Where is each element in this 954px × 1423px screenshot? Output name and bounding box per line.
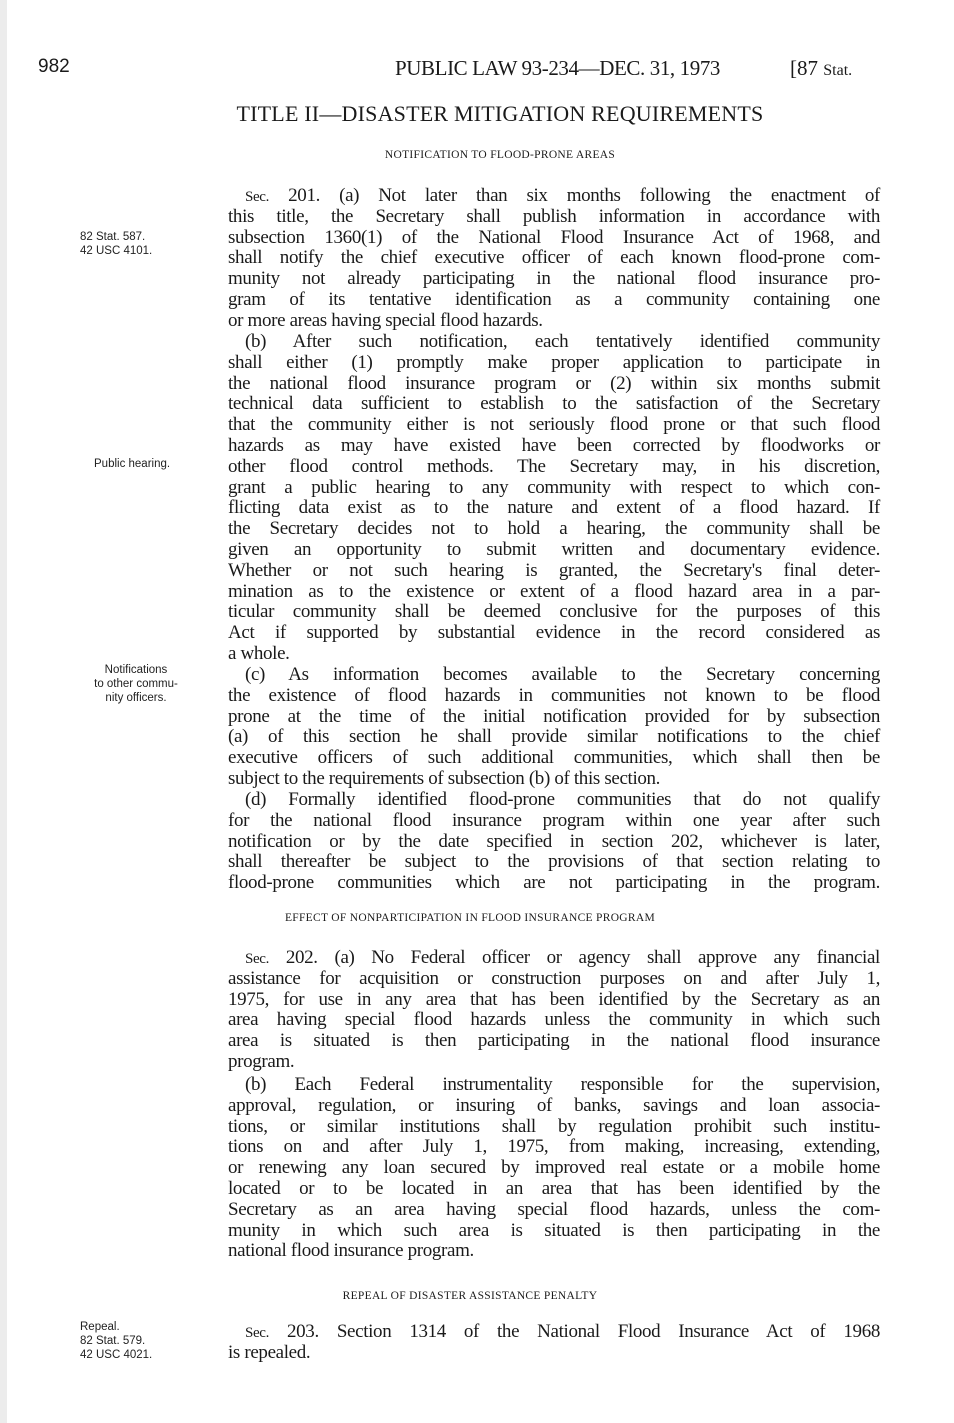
text-line: or renewing any loan secured by improved real estate or a mobile home <box>228 1157 880 1179</box>
text-line: other flood control methods. The Secretary may, in his discretion, <box>228 455 880 477</box>
text-line: ticular community shall be deemed conclusive for the purposes of this <box>228 601 880 623</box>
section-heading: REPEAL OF DISASTER ASSISTANCE PENALTY <box>342 1290 598 1302</box>
text-line: national flood insurance program. <box>228 1240 474 1262</box>
margin-note-public-hearing: Public hearing. <box>94 458 171 470</box>
text-line: 1975, for use in any area that has been identified by the Secretary as an <box>228 988 880 1010</box>
text-line: notification or by the date specified in section 202, whichever is later, <box>228 830 880 852</box>
margin-note-repeal: Repeal. 82 Stat. 579. 42 USC 4021. <box>80 1321 153 1361</box>
text-line: gram of its tentative identification as a community containing one <box>228 288 880 310</box>
text-line: this title, the Secretary shall publish information in accordance with <box>228 205 880 227</box>
text-line: flicting data exist as to the nature and extent of a flood hazard. If <box>228 497 880 519</box>
text-line: Act if supported by substantial evidence in the record considered as <box>228 622 880 644</box>
scan-edge <box>0 0 7 1423</box>
section-heading: EFFECT OF NONPARTICIPATION IN FLOOD INSURANCE PROGRAM <box>284 912 656 924</box>
text-line: Whether or not such hearing is granted, the Secretary's final deter- <box>228 559 880 581</box>
text-line: shall notify the chief executive officer of each known flood-prone com- <box>228 247 880 269</box>
text-line: (d) Formally identified flood-prone communities that do not qualify <box>245 789 880 810</box>
text-line: located or to be located in an area that has been identified by the <box>228 1177 880 1199</box>
text-line: flood-prone communities which are not participating in the program. <box>228 872 880 894</box>
text-line: a whole. <box>228 642 290 664</box>
text-line: shall either (1) promptly make proper application to participate in <box>228 351 880 373</box>
text-line: the Secretary decides not to hold a hearing, the community shall be <box>228 518 880 540</box>
text-line: for the national flood insurance program within one year after such <box>228 809 880 831</box>
margin-note-notifications: Notifications to other commu- nity officers. <box>94 664 178 704</box>
text-line: the national flood insurance program or (2) within six months submit <box>228 372 880 394</box>
text-line: or more areas having special flood hazards. <box>228 309 543 331</box>
text-line: mination as to the existence or extent of a flood hazard area in a par- <box>228 580 880 602</box>
text-line: (b) Each Federal instrumentality responsible for the supervision, <box>245 1074 880 1095</box>
text-line: prone at the time of the initial notification provided for by subsection <box>228 705 880 727</box>
section-202-para-b <box>228 1075 880 1262</box>
text-line: given an opportunity to submit written and documentary evidence. <box>228 538 880 560</box>
statute-volume: [87 Stat. <box>790 56 853 80</box>
text-line: is repealed. <box>228 1341 311 1363</box>
text-line: the existence of flood hazards in communities not known to be flood <box>228 684 880 706</box>
text-line: program. <box>228 1050 295 1072</box>
text-line: munity in which such area is situated is then participating in the <box>228 1219 880 1241</box>
text-line: Sec. 203. Section 1314 of the National Flood Insurance Act of 1968 <box>245 1321 880 1342</box>
text-line: shall thereafter be subject to the provisions of that section relating to <box>228 851 880 873</box>
margin-note-citation: 82 Stat. 587. 42 USC 4101. <box>80 231 153 257</box>
section-201-para-a <box>228 186 880 332</box>
text-line: subsection 1360(1) of the National Flood Insurance Act of 1968, and <box>228 226 880 248</box>
section-203 <box>228 1322 880 1364</box>
text-line: Sec. 201. (a) Not later than six months following the enactment of <box>245 185 880 206</box>
text-line: subject to the requirements of subsection (b) of this section. <box>228 767 661 789</box>
text-line: (c) As information becomes available to the Secretary concerning <box>245 664 880 685</box>
text-line: munity not already participating in the national flood insurance pro- <box>228 268 880 290</box>
running-head <box>38 56 880 80</box>
text-line: technical data sufficient to establish to the satisfaction of the Secretary <box>228 393 880 415</box>
section-heading: NOTIFICATION TO FLOOD-PRONE AREAS <box>384 149 616 161</box>
page-number: 982 <box>38 56 70 77</box>
text-line: hazards as may have existed have been corrected by floodworks or <box>228 434 880 456</box>
running-title: PUBLIC LAW 93-234—DEC. 31, 1973 <box>395 56 721 80</box>
text-line: grant a public hearing to any community with respect to which con- <box>228 476 880 498</box>
page-title: TITLE II—DISASTER MITIGATION REQUIREMENTS <box>236 101 764 126</box>
text-line: (a) of this section he shall provide similar notifications to the chief <box>228 726 880 748</box>
section-201-para-b <box>228 332 880 665</box>
text-line: (b) After such notification, each tentatively identified community <box>245 331 880 352</box>
text-line: assistance for acquisition or construction purposes on and after July 1, <box>228 967 880 989</box>
text-line: area is situated is then participating in the national flood insurance <box>228 1030 880 1052</box>
section-201-para-d <box>228 790 880 894</box>
text-line: executive officers of such additional communities, which shall then be <box>228 747 880 769</box>
section-201-para-c <box>228 665 880 790</box>
text-line: area having special flood hazards unless the community in which such <box>228 1009 880 1031</box>
text-line: that the community either is not seriously flood prone or that such flood <box>228 414 880 436</box>
text-line: approval, regulation, or insuring of banks, savings and loan associa- <box>228 1094 880 1116</box>
text-line: Secretary as an area having special flood hazards, unless the com- <box>228 1198 880 1220</box>
section-202-para-a <box>228 948 880 1073</box>
text-line: tions, or similar institutions shall by regulation prohibit such institu- <box>228 1115 880 1137</box>
text-line: tions on and after July 1, 1975, from making, increasing, extending, <box>228 1136 880 1158</box>
text-line: Sec. 202. (a) No Federal officer or agency shall approve any financial <box>245 947 880 968</box>
